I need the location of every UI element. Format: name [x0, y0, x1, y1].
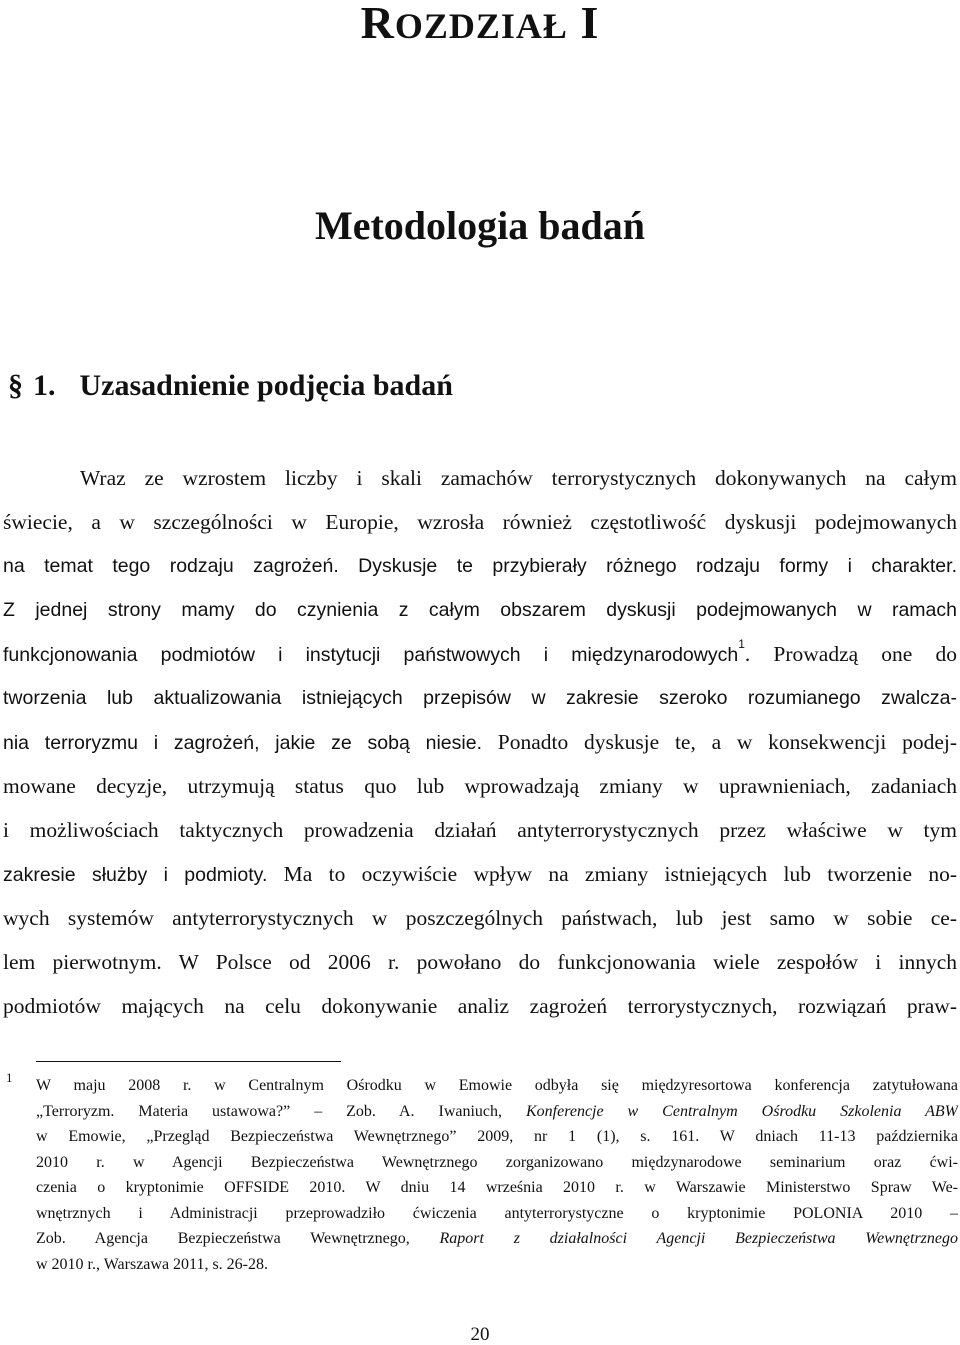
footnote-text: „Terroryzm. Materia ustawowa?” – Zob. A. Iwaniuch,: [36, 1102, 503, 1120]
footnote-line: [36, 1226, 958, 1252]
body-text-span: nia terroryzmu i zagrożeń, jakie ze sobą niesie.: [3, 732, 482, 754]
body-line: wych systemów antyterrorystycznych w poszczególnych państwach, lub jest samo w sobie ce-: [3, 906, 957, 930]
body-text-span: funkcjonowania podmiotów i instytucji państwowych i międzynarodowych: [3, 644, 739, 666]
footnote-line: W maju 2008 r. w Centralnym Ośrodku w Emowie odbyła się międzyresortowa konferencja zatytułowana: [36, 1077, 958, 1094]
body-line-with-footnote: [3, 632, 957, 676]
footnote-italic-title: Raport z działalności Agencji Bezpieczeństwa Wewnętrznego: [439, 1230, 958, 1247]
footnote-line: w Emowie, „Przegląd Bezpieczeństwa Wewnętrznego” 2009, nr 1 (1), s. 161. W dniach 11-13 października: [36, 1128, 958, 1145]
footnote-reference[interactable]: 1: [738, 637, 745, 651]
page-number: 20: [470, 1324, 490, 1345]
footnote-italic-title: Konferencje w Centralnym Ośrodku Szkolenia ABW: [525, 1102, 958, 1120]
body-line: podmiotów mających na celu dokonywanie analiz zagrożeń terrorystycznych, rozwiązań praw-: [3, 994, 957, 1018]
section-symbol: §: [8, 369, 23, 402]
body-line: lem pierwotnym. W Polsce od 2006 r. powołano do funkcjonowania wiele zespołów i innych: [3, 950, 957, 974]
body-text-span: Ponadto dyskusje te, a w konsekwencji podej-: [482, 730, 957, 754]
subsection-heading: [8, 366, 453, 406]
footnote-line: czenia o kryptonimie OFFSIDE 2010. W dniu 14 września 2010 r. w Warszawie Ministerstwo Spraw We-: [36, 1179, 958, 1196]
body-line: Z jednej strony mamy do czynienia z całym obszarem dyskusji podejmowanych w ramach: [3, 599, 957, 621]
chapter-title: [0, 0, 960, 49]
chapter-number: I: [580, 0, 600, 48]
chapter-title-rest: OZDZIAŁ: [394, 6, 568, 46]
chapter-title-initial: R: [360, 0, 395, 48]
footnote-text: Zob. Agencja Bezpieczeństwa Wewnętrznego,: [36, 1230, 410, 1247]
footnote-line: wnętrznych i Administracji przeprowadziło ćwiczenia antyterrorystyczne o kryptonimie POLONIA 2010 –: [36, 1204, 958, 1222]
body-line: tworzenia lub aktualizowania istniejących przepisów w zakresie szeroko rozumianego zwalcza-: [3, 687, 957, 709]
body-paragraph: [3, 456, 957, 1028]
body-line: Wraz ze wzrostem liczby i skali zamachów terrorystycznych dokonywanych na całym: [80, 466, 957, 490]
body-line: świecie, a w szczególności w Europie, wzrosła również częstotliwość dyskusji podejmowanych: [3, 510, 957, 534]
footnote-line: [36, 1099, 958, 1125]
body-line: na temat tego rodzaju zagrożeń. Dyskusje te przybierały różnego rodzaju formy i charakter.: [3, 555, 957, 577]
body-line: i możliwościach taktycznych prowadzenia działań antyterrorystycznych przez właściwe w tym: [3, 818, 957, 842]
body-text-span: Ma to oczywiście wpływ na zmiany istniejących lub tworzenie no-: [267, 862, 957, 886]
subsection-number: 1.: [33, 369, 56, 402]
body-line: mowane decyzje, utrzymują status quo lub wprowadzają zmiany w uprawnieniach, zadaniach: [3, 774, 957, 798]
subsection-title: Uzasadnienie podjęcia badań: [79, 369, 453, 402]
section-title: Metodologia badań: [314, 203, 646, 248]
body-text-span: . Prowadzą one do: [744, 642, 957, 666]
footnote-line: w 2010 r., Warszawa 2011, s. 26-28.: [36, 1255, 269, 1273]
footnote: [36, 1073, 958, 1277]
footnote-line: 2010 r. w Agencji Bezpieczeństwa Wewnętrznego zorganizowano międzynarodowe seminarium oraz ćwi-: [36, 1153, 958, 1171]
body-text-span: zakresie służby i podmioty.: [3, 864, 268, 886]
footnote-marker: 1: [6, 1070, 13, 1085]
body-line-mixed: [3, 720, 957, 764]
body-line-mixed: [3, 852, 957, 896]
footnote-separator: [36, 1061, 341, 1062]
